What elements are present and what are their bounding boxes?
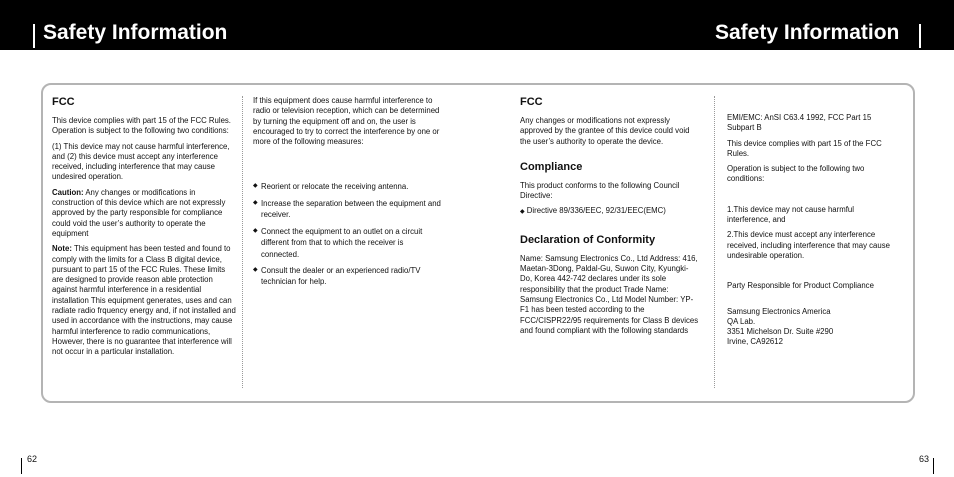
page-number-left: 62 (27, 454, 38, 464)
bullet-item (253, 226, 441, 260)
address-block (727, 307, 899, 348)
title-marker-left (33, 24, 35, 48)
diamond-bullet-icon: ◆ (253, 227, 258, 234)
caution-paragraph (52, 188, 236, 239)
page-title-left: Safety Information (43, 21, 228, 44)
compliance-text: This product conforms to the following Council Directive: (520, 180, 680, 201)
bullet-item (253, 198, 441, 221)
operation-text: Operation is subject to the following two conditions: (727, 164, 865, 184)
directive-text: Directive 89/336/EEC, 92/31/EEC(EMC) (526, 206, 666, 216)
bullet-item (253, 265, 441, 288)
diamond-bullet-icon: ◆ (520, 209, 525, 216)
fcc-heading: FCC (520, 96, 543, 108)
page-marker-left (21, 458, 22, 474)
address-line: Samsung Electronics America (727, 306, 831, 316)
fcc-column-right (520, 96, 700, 341)
modification-text: Any changes or modifications not expressly approved by the grantee of this device could void the user’s authority to operate the device. (520, 116, 690, 146)
directive-line (520, 206, 700, 217)
bullet-text: Connect the equipment to an outlet on a circuit different from that to which the receiver is connected. (261, 226, 423, 259)
page-marker-right (933, 458, 934, 474)
emi-standard: EMI/EMC: AnSI C63.4 1992, FCC Part 15 Subpart B (727, 113, 872, 133)
header-bar (0, 0, 954, 50)
address-line: Irvine, CA92612 (727, 337, 783, 347)
title-marker-right (919, 24, 921, 48)
diamond-bullet-icon: ◆ (253, 199, 258, 206)
diamond-bullet-icon: ◆ (253, 183, 258, 190)
condition-one: 1.This device may not cause harmful interference, and (727, 204, 854, 225)
note-text: This equipment has been tested and found to comply with the limits for a Class B digital device, pursuant to part 15 of the FCC Rules. These limits are designed to provide reason able protection against harmful interference in a residential installation This equipment generates, uses and can radiate radio frquency energy and, if not installed and used in accordance with the instructions, may cause harmful interference to radio communications, However, there is no guarantee that interference will not occur in a particular installation. (52, 244, 236, 357)
column-divider (242, 96, 243, 388)
address-line: 3351 Michelson Dr. Suite #290 (727, 327, 834, 337)
responsible-party: Party Responsible for Product Compliance (727, 281, 874, 291)
fcc-compliance-text: This device complies with part 15 of the FCC Rules. Operation is subject to the following two conditions: (52, 116, 231, 136)
page-title-right: Safety Information (715, 21, 900, 44)
fcc-conditions-text: (1) This device may not cause harmful interference, and (2) this device must accept any interference received, including interference that may cause undesired operation. (52, 141, 230, 182)
column-divider (714, 96, 715, 388)
interference-intro: If this equipment does cause harmful interference to radio or television reception, which can be determined by turning the equipment off and on, the user is encouraged to try to correct the interference by one or more of the following measures: (253, 96, 440, 147)
address-line: QA Lab. (727, 316, 756, 326)
conformity-heading: Declaration of Conformity (520, 233, 656, 246)
fcc-column-left (52, 96, 236, 363)
fcc-heading: FCC (52, 96, 75, 108)
caution-label: Caution: (52, 187, 84, 197)
caution-text: Any changes or modifications in construction of this device which are not expressly approved by the party responsible for compliance could void the user’s authority to operate the equipment (52, 187, 226, 238)
note-paragraph (52, 244, 236, 357)
condition-two: 2.This device must accept any interference received, including interference that may cause undesirable operation. (727, 230, 890, 260)
page-number-right: 63 (919, 454, 930, 464)
bullet-text: Reorient or relocate the receiving antenna. (261, 182, 409, 192)
bullet-text: Increase the separation between the equipment and receiver. (261, 198, 441, 220)
note-label: Note: (52, 244, 72, 254)
diamond-bullet-icon: ◆ (253, 266, 258, 273)
bullet-text: Consult the dealer or an experienced radio/TV technician for help. (261, 265, 421, 287)
conformity-text: Name: Samsung Electronics Co., Ltd Address: 416, Maetan-3Dong, Paldal-Gu, Suwon City, Kyungki-Do, Korea 442-742 declares under its sole responsibility that the product Trade Name: Samsung Electronics Co., Ltd Model Number: YP-F1 has been tested according to the FCC/CISPR22/95 requirements for Class B devices and found compliant with the following standards (520, 253, 699, 335)
emi-column (727, 113, 899, 348)
compliance-heading: Compliance (520, 160, 583, 173)
interference-column (253, 96, 441, 293)
bullet-item (253, 181, 441, 192)
fcc-part15-text: This device complies with part 15 of the FCC Rules. (727, 138, 882, 158)
